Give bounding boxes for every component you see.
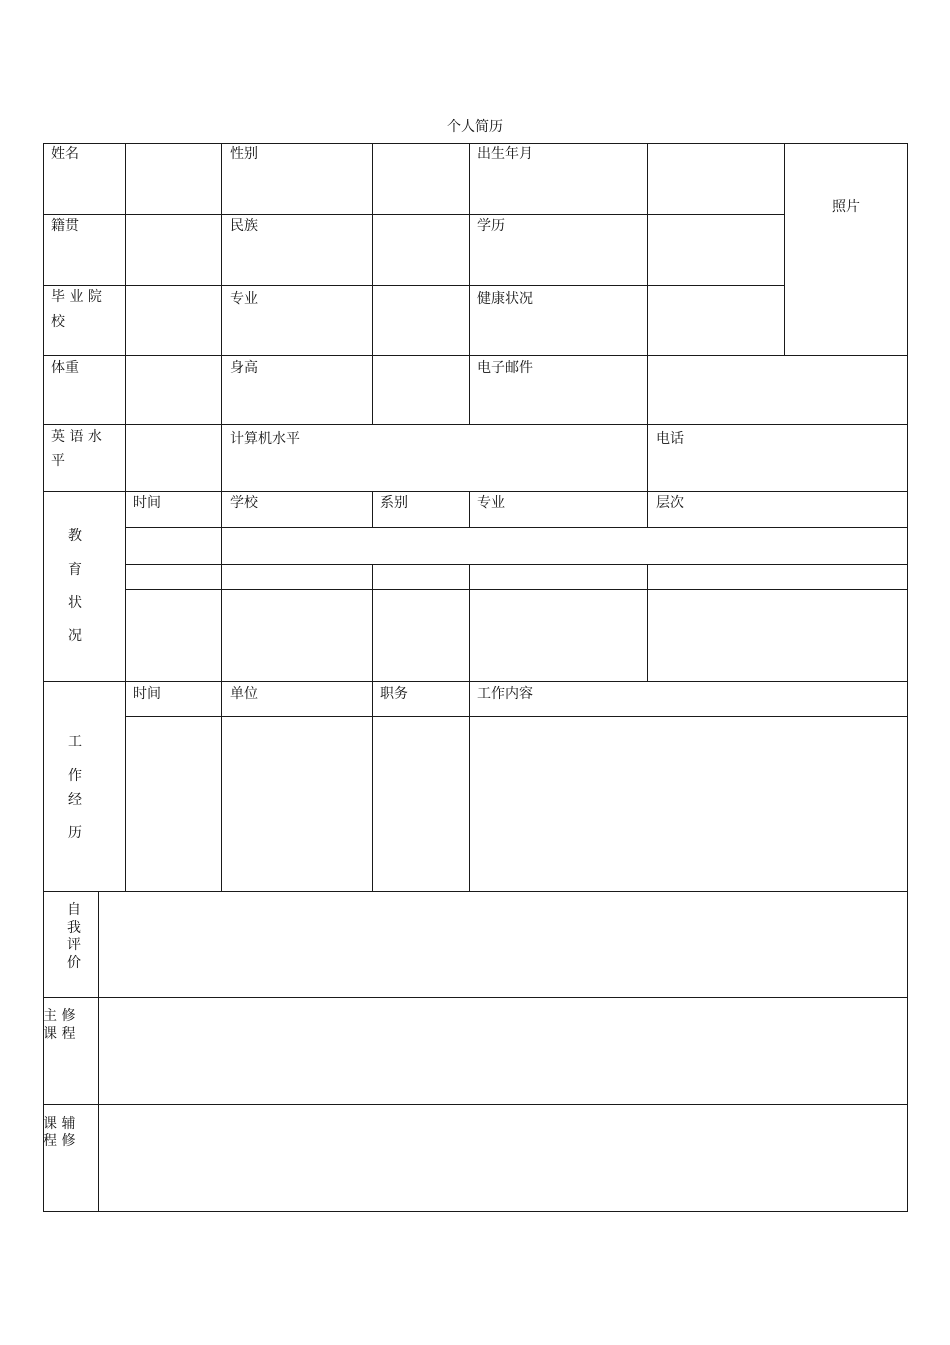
grid-line xyxy=(43,355,908,356)
grid-line xyxy=(43,681,908,682)
grid-line xyxy=(43,1104,908,1105)
grid-line xyxy=(647,564,648,682)
grid-line xyxy=(125,564,908,565)
grid-line xyxy=(907,143,908,1212)
grid-line xyxy=(43,491,908,492)
education-col-level: 层次 xyxy=(656,495,684,511)
work-col-time: 时间 xyxy=(133,686,161,702)
work-col-position: 职务 xyxy=(380,686,408,702)
degree-label: 学历 xyxy=(477,218,505,234)
grid-line xyxy=(125,527,908,528)
grid-line xyxy=(372,564,373,892)
ethnicity-label: 民族 xyxy=(230,218,258,234)
grid-line xyxy=(469,355,470,425)
education-col-time: 时间 xyxy=(133,495,161,511)
photo-label: 照片 xyxy=(832,199,860,215)
major-label: 专业 xyxy=(230,291,258,307)
grid-line xyxy=(43,143,908,144)
grid-line xyxy=(469,143,470,355)
phone-label: 电话 xyxy=(656,431,684,447)
work-label-char: 工 xyxy=(68,734,82,750)
grid-line xyxy=(43,997,908,998)
grid-line xyxy=(784,143,785,355)
grid-line xyxy=(98,891,99,1212)
grid-line xyxy=(372,143,373,425)
grid-line xyxy=(647,424,648,492)
education-col-school: 学校 xyxy=(230,495,258,511)
self-eval-label: 自我评价 xyxy=(67,902,81,971)
page-title: 个人简历 xyxy=(447,119,503,135)
education-col-major: 专业 xyxy=(477,495,505,511)
major-courses-label-line2: 课 程 xyxy=(43,1026,76,1042)
grid-line xyxy=(125,589,908,590)
english-label-line2: 平 xyxy=(51,453,65,469)
minor-courses-label-line1: 课 辅 xyxy=(43,1116,76,1132)
work-col-content: 工作内容 xyxy=(477,686,533,702)
education-label-char: 教 xyxy=(68,528,82,544)
grid-line xyxy=(43,891,908,892)
school-label-line1: 毕 业 院 xyxy=(51,289,102,305)
birth-label: 出生年月 xyxy=(477,146,533,162)
grid-line xyxy=(647,143,648,425)
grid-line xyxy=(469,564,470,892)
school-label-line2: 校 xyxy=(51,314,65,330)
weight-label: 体重 xyxy=(51,360,79,376)
grid-line xyxy=(469,491,470,528)
work-label-char: 经 xyxy=(68,792,82,808)
major-courses-label-line1: 主 修 xyxy=(43,1008,76,1024)
work-col-employer: 单位 xyxy=(230,686,258,702)
work-label-char: 作 xyxy=(68,768,82,784)
grid-line xyxy=(221,143,222,892)
grid-line xyxy=(43,143,44,1212)
education-col-department: 系别 xyxy=(380,495,408,511)
grid-line xyxy=(372,491,373,528)
computer-label: 计算机水平 xyxy=(230,431,300,447)
gender-label: 性别 xyxy=(230,146,258,162)
education-label-char: 育 xyxy=(68,562,82,578)
english-label-line1: 英 语 水 xyxy=(51,429,102,445)
education-label-char: 况 xyxy=(68,628,82,644)
grid-line xyxy=(43,214,785,215)
grid-line xyxy=(43,424,908,425)
height-label: 身高 xyxy=(230,360,258,376)
grid-line xyxy=(125,143,126,892)
work-label-char: 历 xyxy=(68,825,82,841)
email-label: 电子邮件 xyxy=(477,360,533,376)
grid-line xyxy=(43,1211,908,1212)
minor-courses-label-line2: 程 修 xyxy=(43,1133,76,1149)
grid-line xyxy=(43,285,785,286)
grid-line xyxy=(125,716,908,717)
native-label: 籍贯 xyxy=(51,218,79,234)
education-label-char: 状 xyxy=(68,595,82,611)
name-label: 姓名 xyxy=(51,146,79,162)
grid-line xyxy=(647,491,648,528)
health-label: 健康状况 xyxy=(477,291,533,307)
